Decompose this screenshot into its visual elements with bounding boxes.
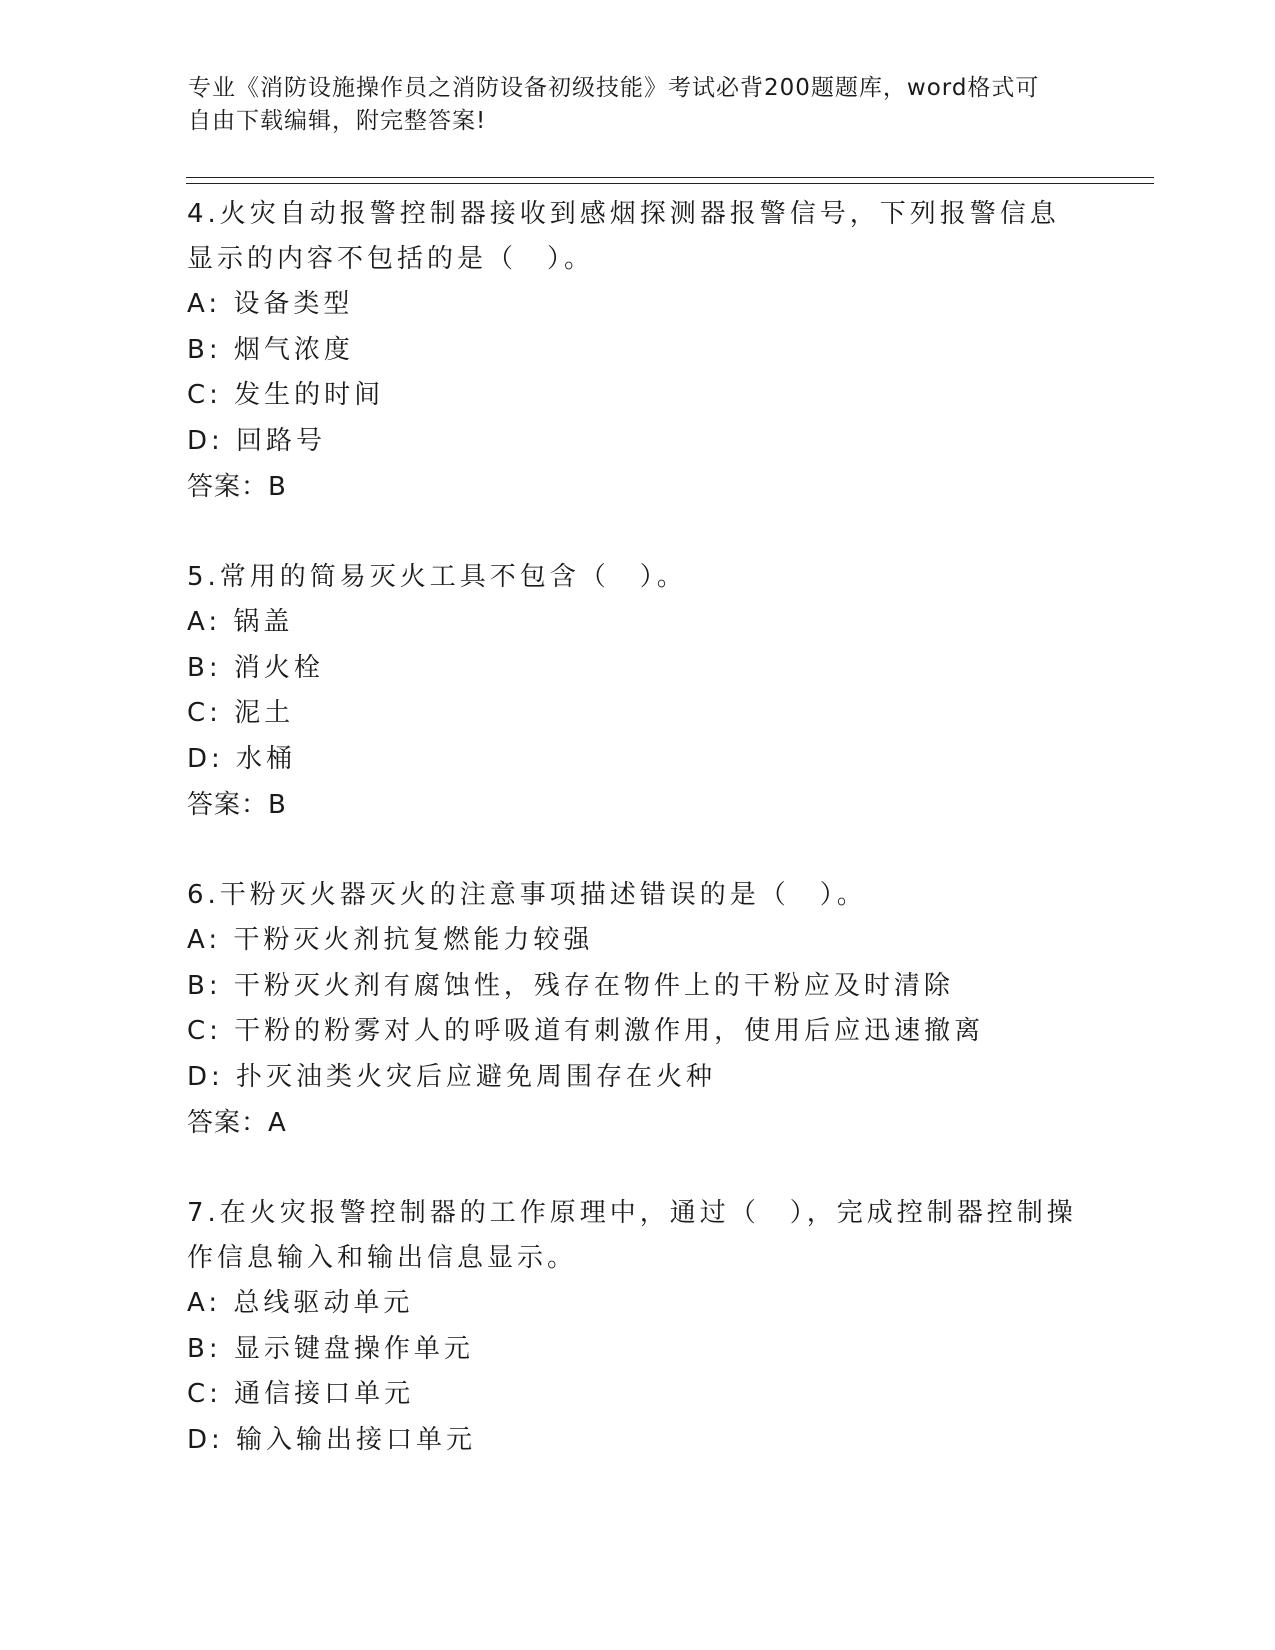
header-divider-top [186, 177, 1154, 178]
option-c: C: 干粉的粉雾对人的呼吸道有刺激作用，使用后应迅速撤离 [187, 1016, 985, 1046]
question-text: 6.干粉灭火器灭火的注意事项描述错误的是（ ）。 [187, 880, 867, 910]
header-line-2: 自由下载编辑，附完整答案! [188, 108, 487, 134]
question-6 [187, 873, 1087, 1146]
option-c: C: 发生的时间 [187, 380, 385, 410]
option-d: D: 水桶 [187, 743, 297, 774]
option-a: A: 干粉灭火剂抗复燃能力较强 [187, 925, 594, 955]
question-5 [187, 555, 1087, 828]
header-line-1: 专业《消防设施操作员之消防设备初级技能》考试必背200题题库，word格式可 [188, 75, 1040, 101]
option-b: B: 烟气浓度 [187, 334, 354, 365]
option-b: B: 显示键盘操作单元 [187, 1333, 474, 1364]
question-list [187, 192, 1087, 1463]
option-c: C: 泥土 [187, 698, 295, 728]
question-7 [187, 1191, 1087, 1463]
question-text: 4.火灾自动报警控制器接收到感烟探测器报警信号，下列报警信息显示的内容不包括的是（ ）。 [187, 199, 1060, 274]
option-d: D: 输入输出接口单元 [187, 1424, 477, 1455]
option-b: B: 消火栓 [187, 652, 324, 683]
question-text: 7.在火灾报警控制器的工作原理中，通过（ ），完成控制器控制操作信息输入和输出信息显示。 [187, 1198, 1077, 1273]
answer-line: 答案：B [187, 472, 287, 502]
question-4 [187, 192, 1087, 510]
option-b: B: 干粉灭火剂有腐蚀性，残存在物件上的干粉应及时清除 [187, 970, 954, 1001]
document-header [188, 72, 1068, 138]
answer-line: 答案：A [187, 1108, 287, 1138]
option-a: A: 设备类型 [187, 289, 354, 319]
header-divider-bottom [186, 183, 1154, 184]
option-d: D: 扑灭油类火灾后应避免周围存在火种 [187, 1061, 717, 1092]
option-a: A: 总线驱动单元 [187, 1288, 414, 1318]
answer-line: 答案：B [187, 790, 287, 820]
option-d: D: 回路号 [187, 425, 327, 456]
question-text: 5.常用的简易灭火工具不包含（ ）。 [187, 562, 687, 592]
option-c: C: 通信接口单元 [187, 1379, 415, 1409]
option-a: A: 锅盖 [187, 607, 294, 637]
